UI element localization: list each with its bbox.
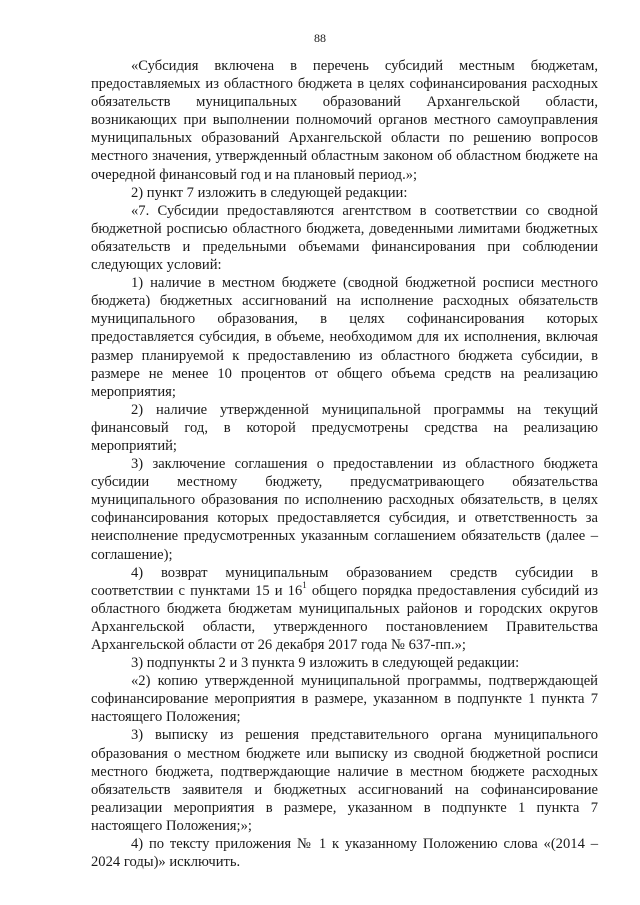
document-body [91,57,598,871]
paragraph-point-7: «7. Субсидии предоставляются агентством в соответствии со сводной бюджетной росписью областного бюджета, доведенными лимитами бюджетных обязательств и предельными объемами финансирования при соблюдении следующих условий: [91,202,598,274]
condition-4-text-end: общего порядка предоставления субсидий из областного бюджета бюджетам муниципальных районов и городских округов Архангельской области, утвержденного постановлением Правительства Архангельской области от 26 декабря 2017 года № 637-пп.»; [91,582,598,653]
footnote-superscript: 1 [302,579,307,590]
paragraph-subsidy-list: «Субсидия включена в перечень субсидий местным бюджетам, предоставляемых из областного бюджета в целях софинансирования расходных обязательств муниципальных образований Архангельской области, возникающих при выполнении полномочий органов местного самоуправления муниципальных образований Архангельской области по решению вопросов местного значения, утвержденный областным законом об областном бюджете на очередной финансовый год и на плановый период.»; [91,58,598,183]
page-number: 88 [314,31,326,45]
paragraph-item-3-heading: 3) подпункты 2 и 3 пункта 9 изложить в следующей редакции: [131,655,520,672]
paragraph-subitem-3: 3) выписку из решения представительного органа муниципального образования о местном бюджете или выписку из сводной бюджетной росписи местного бюджета, подтверждающие наличие в местном бюджете расходных обязательств заявителя и бюджетных ассигнований на софинансирование реализации мероприятия в размере, указанном в подпункте 1 пункта 7 настоящего Положения;»; [91,727,598,834]
paragraph-item-4: 4) по тексту приложения № 1 к указанному Положению слова «(2014 – 2024 годы)» исключить. [91,836,598,871]
paragraph-subitem-2: «2) копию утвержденной муниципальной программы, подтверждающей софинансирование мероприятия в размере, указанном в подпункте 1 пункта 7 настоящего Положения; [91,673,598,726]
paragraph-condition-2: 2) наличие утвержденной муниципальной программы на текущий финансовый год, в которой предусмотрены средства на реализацию мероприятий; [91,401,598,454]
condition-4-text-start: 4) возврат муниципальным образованием средств субсидии в соответствии с пунктами 15 и 16 [91,564,598,599]
paragraph-condition-3: 3) заключение соглашения о предоставлении из областного бюджета субсидии местному бюджету, предусматривающего обязательства муниципального образования по исполнению расходных обязательств, в целях софинансирования которых предоставляется субсидия, и ответственность за неисполнение предусмотренных указанным соглашением обязательств (далее – соглашение); [91,456,598,563]
paragraph-item-2-heading: 2) пункт 7 изложить в следующей редакции: [131,184,408,201]
paragraph-condition-4 [91,564,598,654]
paragraph-condition-1: 1) наличие в местном бюджете (сводной бюджетной росписи местного бюджета) бюджетных ассигнований на исполнение расходных обязательств муниципального образования, в целях софинансирования которых предоставляется субсидия, в объеме, необходимом для их исполнения, включая размер планируемой к предоставлению из областного бюджета субсидии, в размере не менее 10 процентов от общего объема средств на реализацию мероприятия; [91,275,598,400]
